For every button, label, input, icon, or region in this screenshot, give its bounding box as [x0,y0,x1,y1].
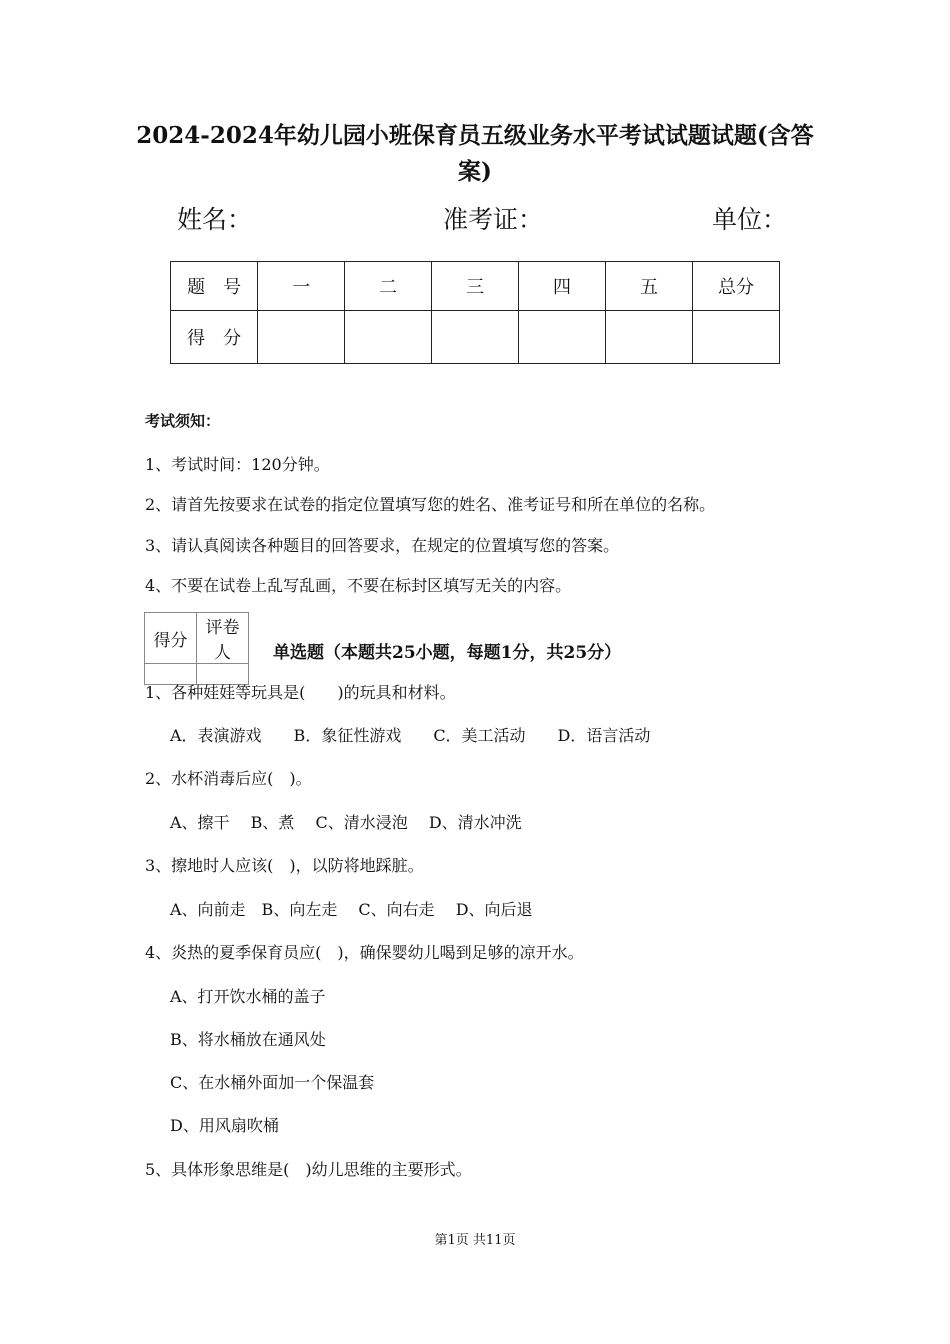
score-row-label: 得 分 [171,311,258,364]
notes-title: 考试须知： [145,412,221,430]
score-cell[interactable] [258,311,345,364]
score-cell[interactable] [606,311,693,364]
question-stem: 2、水杯消毒后应( )。 [145,769,312,788]
score-header-cell: 三 [432,262,519,311]
question-stem: 3、擦地时人应该( )，以防将地踩脏。 [145,856,424,875]
score-header-cell: 五 [606,262,693,311]
score-cell[interactable] [432,311,519,364]
question-option: D、用风扇吹桶 [170,1116,279,1135]
page-title: 2024-2024年幼儿园小班保育员五级业务水平考试试题试题(含答案) [136,122,814,185]
score-header-cell: 二 [345,262,432,311]
question-options: A、擦干 B、煮 C、清水浸泡 D、清水冲洗 [170,813,522,832]
score-header-cell: 一 [258,262,345,311]
section-title: 单选题（本题共25小题，每题1分，共25分） [273,643,622,663]
note-item: 4、不要在试卷上乱写乱画，不要在标封区填写无关的内容。 [145,576,572,595]
score-table [170,261,780,364]
question-stem: 5、具体形象思维是( )幼儿思维的主要形式。 [145,1160,472,1179]
score-cell[interactable] [692,311,779,364]
score-cell[interactable] [519,311,606,364]
grader-table [144,612,249,685]
score-table-header-row [171,262,780,311]
note-item: 1、考试时间：120分钟。 [145,455,330,474]
score-header-cell: 题 号 [171,262,258,311]
question-stem: 1、各种娃娃等玩具是( )的玩具和材料。 [145,683,456,702]
unit-field-label: 单位： [712,205,788,234]
score-header-cell: 总分 [692,262,779,311]
note-item: 2、请首先按要求在试卷的指定位置填写您的姓名、准考证号和所在单位的名称。 [145,495,716,514]
grader-name-label: 评卷人 [197,613,249,664]
score-table-score-row [171,311,780,364]
candidate-fields [0,200,950,240]
question-options: A、向前走 B、向左走 C、向右走 D、向后退 [170,900,533,919]
question-option: A、打开饮水桶的盖子 [170,987,326,1006]
score-cell[interactable] [345,311,432,364]
grader-score-label: 得分 [145,613,197,664]
question-options: A．表演游戏 B．象征性游戏 C．美工活动 D．语言活动 [170,726,651,745]
question-option: C、在水桶外面加一个保温套 [170,1073,375,1092]
question-option: B、将水桶放在通风处 [170,1030,326,1049]
question-stem: 4、炎热的夏季保育员应( )，确保婴幼儿喝到足够的凉开水。 [145,943,584,962]
page-footer: 第1页 共11页 [434,1233,516,1248]
note-item: 3、请认真阅读各种题目的回答要求，在规定的位置填写您的答案。 [145,536,620,555]
name-field-label: 姓名： [177,205,253,234]
exam-id-field-label: 准考证： [443,205,544,234]
score-header-cell: 四 [519,262,606,311]
